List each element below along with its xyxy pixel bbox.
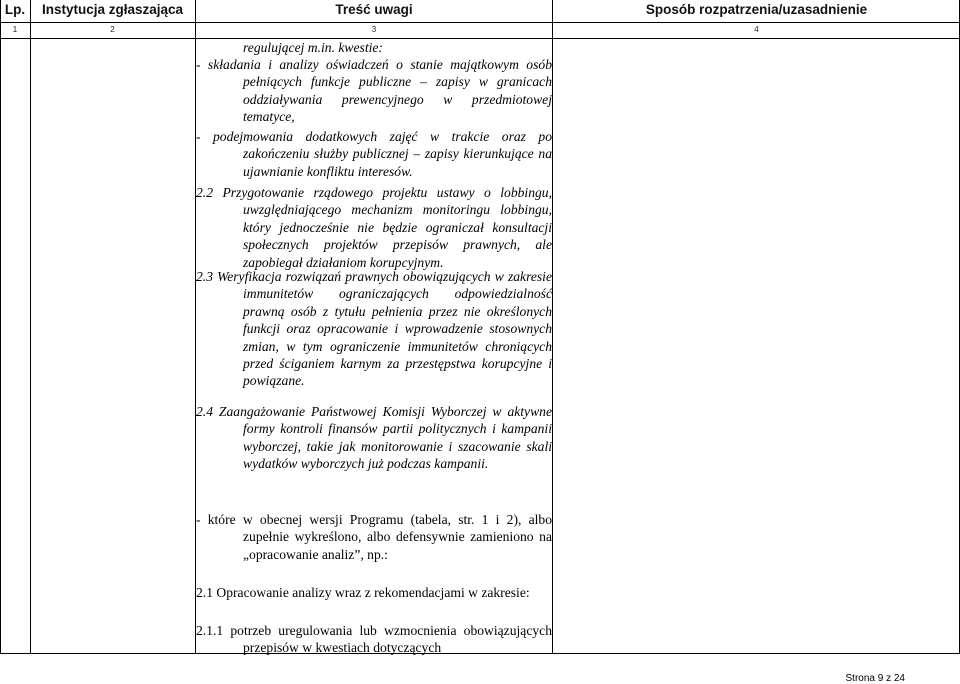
item-2-4: 2.4 Zaangażowanie Państwowej Komisji Wyborczej w aktywne formy kontroli finansów partii politycznych i kampanii wyborczej, takie jak monitorowanie i szacowanie skali wydatków wyborczych już podczas kampanii. bbox=[196, 404, 552, 472]
item-additional-activities: - podejmowania dodatkowych zajęć w trakcie oraz po zakończeniu służby publicznej – zapisy kierunkujące na ujawnianie konfliktu interesów. bbox=[196, 129, 552, 179]
item-2-1-1: 2.1.1 potrzeb uregulowania lub wzmocnienia obowiązujących przepisów w kwestiach dotyczących bbox=[196, 623, 552, 656]
item-2-2: 2.2 Przygotowanie rządowego projektu ustawy o lobbingu, uwzględniającego mechanizm monitoringu lobbingu, który jednocześnie nie będzie ograniczał konsultacji społecznych projektów przepisów prawnych, ale zapobiegał działaniom korupcyjnym. bbox=[196, 185, 552, 270]
page-number: Strona 9 z 24 bbox=[845, 673, 905, 684]
border-left bbox=[0, 0, 1, 654]
header-institution: Instytucja zgłaszająca bbox=[30, 0, 195, 23]
header-lp: Lp. bbox=[0, 0, 30, 23]
item-removed-note: - które w obecnej wersji Programu (tabela, str. 1 i 2), albo zupełnie wykreślono, albo defensywnie zamieniono na „opracowanie analiz”, np.: bbox=[196, 512, 552, 562]
divider-3 bbox=[552, 0, 553, 654]
intro-line: regulującej m.in. kwestie: bbox=[243, 40, 383, 55]
colnum-3: 3 bbox=[196, 22, 552, 39]
header-resolution: Sposób rozpatrzenia/uzasadnienie bbox=[553, 0, 960, 23]
item-declarations: - składania i analizy oświadczeń o stanie majątkowym osób pełniących funkcje publiczne – zapisy w granicach oddziaływania prewencyjnego w przedmiotowej tematyce, bbox=[196, 57, 552, 125]
colnum-4: 4 bbox=[553, 22, 960, 39]
divider-1 bbox=[30, 0, 31, 654]
colnum-2: 2 bbox=[30, 22, 195, 39]
header-comment: Treść uwagi bbox=[196, 0, 552, 23]
colnum-1: 1 bbox=[0, 22, 30, 39]
item-2-3: 2.3 Weryfikacja rozwiązań prawnych obowiązujących w zakresie immunitetów ograniczających odpowiedzialność prawną osób z tytułu pełnienia przez nie określonych funkcji oraz opracowanie i wprowadzenie stosownych zmian, w tym ograniczenie immunitetów chroniących przed ściganiem karnym za przestępstwa korupcyjne i powiązane. bbox=[196, 269, 552, 389]
item-2-1: 2.1 Opracowanie analizy wraz z rekomendacjami w zakresie: bbox=[196, 585, 530, 600]
